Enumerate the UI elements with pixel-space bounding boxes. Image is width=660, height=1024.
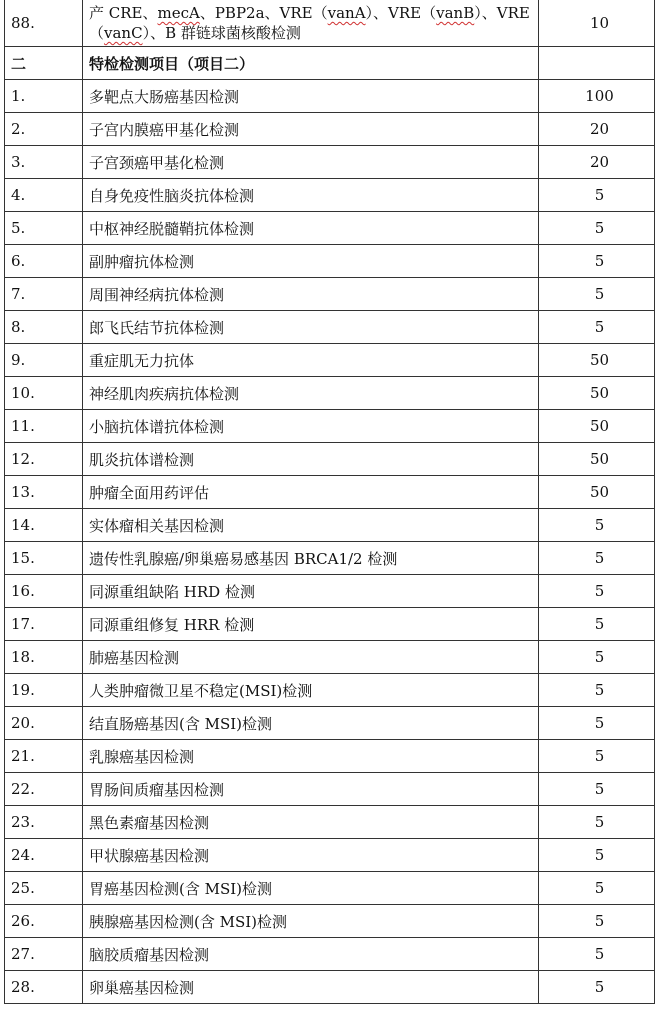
item-name: 胃癌基因检测(含 MSI)检测: [83, 872, 539, 905]
section-header-row: [5, 47, 655, 80]
table-body: [5, 0, 655, 1004]
row-number: 19.: [5, 674, 83, 707]
table-row: [5, 971, 655, 1004]
row-number: 4.: [5, 179, 83, 212]
item-quantity: 5: [539, 971, 655, 1004]
row-number: 14.: [5, 509, 83, 542]
item-name: 黑色素瘤基因检测: [83, 806, 539, 839]
item-name: 卵巢癌基因检测: [83, 971, 539, 1004]
section-value: [539, 47, 655, 80]
table-row: [5, 608, 655, 641]
table-row: [5, 0, 655, 47]
row-number: 5.: [5, 212, 83, 245]
item-quantity: 5: [539, 608, 655, 641]
item-name: 胰腺癌基因检测(含 MSI)检测: [83, 905, 539, 938]
item-quantity: 5: [539, 938, 655, 971]
item-name: 产 CRE、mecA、PBP2a、VRE（vanA）、VRE（vanB）、VRE（vanC）、B 群链球菌核酸检测: [83, 0, 539, 47]
item-name: 乳腺癌基因检测: [83, 740, 539, 773]
item-quantity: 5: [539, 311, 655, 344]
item-name: 同源重组缺陷 HRD 检测: [83, 575, 539, 608]
item-quantity: 5: [539, 806, 655, 839]
item-quantity: 5: [539, 707, 655, 740]
item-name: 肺癌基因检测: [83, 641, 539, 674]
item-quantity: 5: [539, 245, 655, 278]
item-quantity: 10: [539, 0, 655, 47]
item-name: 中枢神经脱髓鞘抗体检测: [83, 212, 539, 245]
item-name: 肌炎抗体谱检测: [83, 443, 539, 476]
item-quantity: 5: [539, 212, 655, 245]
item-name: 子宫颈癌甲基化检测: [83, 146, 539, 179]
item-name: 多靶点大肠癌基因检测: [83, 80, 539, 113]
item-name: 同源重组修复 HRR 检测: [83, 608, 539, 641]
row-number: 23.: [5, 806, 83, 839]
row-number: 18.: [5, 641, 83, 674]
item-quantity: 5: [539, 575, 655, 608]
item-quantity: 5: [539, 278, 655, 311]
row-number: 88.: [5, 0, 83, 47]
item-name: 自身免疫性脑炎抗体检测: [83, 179, 539, 212]
table-row: [5, 311, 655, 344]
item-quantity: 5: [539, 179, 655, 212]
row-number: 26.: [5, 905, 83, 938]
table-row: [5, 806, 655, 839]
table-row: [5, 278, 655, 311]
item-quantity: 50: [539, 377, 655, 410]
table-row: [5, 245, 655, 278]
item-name: 甲状腺癌基因检测: [83, 839, 539, 872]
item-name: 重症肌无力抗体: [83, 344, 539, 377]
item-quantity: 5: [539, 773, 655, 806]
item-quantity: 5: [539, 509, 655, 542]
item-name: 神经肌肉疾病抗体检测: [83, 377, 539, 410]
table-row: [5, 773, 655, 806]
table-row: [5, 113, 655, 146]
item-quantity: 5: [539, 872, 655, 905]
row-number: 7.: [5, 278, 83, 311]
table-row: [5, 575, 655, 608]
table-row: [5, 839, 655, 872]
item-quantity: 100: [539, 80, 655, 113]
item-name: 胃肠间质瘤基因检测: [83, 773, 539, 806]
item-quantity: 5: [539, 905, 655, 938]
test-items-table: [4, 0, 655, 1004]
table-row: [5, 344, 655, 377]
item-quantity: 5: [539, 641, 655, 674]
row-number: 25.: [5, 872, 83, 905]
row-number: 20.: [5, 707, 83, 740]
item-quantity: 5: [539, 839, 655, 872]
table-row: [5, 872, 655, 905]
row-number: 9.: [5, 344, 83, 377]
table-row: [5, 443, 655, 476]
table-row: [5, 674, 655, 707]
table-row: [5, 740, 655, 773]
item-name: 肿瘤全面用药评估: [83, 476, 539, 509]
item-name: 人类肿瘤微卫星不稳定(MSI)检测: [83, 674, 539, 707]
row-number: 21.: [5, 740, 83, 773]
table-row: [5, 179, 655, 212]
row-number: 6.: [5, 245, 83, 278]
row-number: 3.: [5, 146, 83, 179]
item-quantity: 50: [539, 410, 655, 443]
row-number: 17.: [5, 608, 83, 641]
row-number: 27.: [5, 938, 83, 971]
row-number: 28.: [5, 971, 83, 1004]
table-row: [5, 146, 655, 179]
row-number: 15.: [5, 542, 83, 575]
table-row: [5, 905, 655, 938]
item-name: 周围神经病抗体检测: [83, 278, 539, 311]
item-name: 结直肠癌基因(含 MSI)检测: [83, 707, 539, 740]
row-number: 11.: [5, 410, 83, 443]
row-number: 16.: [5, 575, 83, 608]
table-row: [5, 509, 655, 542]
row-number: 1.: [5, 80, 83, 113]
item-quantity: 5: [539, 674, 655, 707]
row-number: 13.: [5, 476, 83, 509]
item-quantity: 5: [539, 740, 655, 773]
item-name: 实体瘤相关基因检测: [83, 509, 539, 542]
table-row: [5, 377, 655, 410]
item-quantity: 50: [539, 476, 655, 509]
row-number: 12.: [5, 443, 83, 476]
table-row: [5, 80, 655, 113]
table-row: [5, 410, 655, 443]
item-name: 副肿瘤抗体检测: [83, 245, 539, 278]
table-row: [5, 938, 655, 971]
table-row: [5, 542, 655, 575]
row-number: 10.: [5, 377, 83, 410]
table-row: [5, 476, 655, 509]
row-number: 22.: [5, 773, 83, 806]
item-name: 郎飞氏结节抗体检测: [83, 311, 539, 344]
table-row: [5, 212, 655, 245]
section-title: 特检检测项目（项目二）: [83, 47, 539, 80]
row-number: 24.: [5, 839, 83, 872]
item-name: 遗传性乳腺癌/卵巢癌易感基因 BRCA1/2 检测: [83, 542, 539, 575]
row-number: 2.: [5, 113, 83, 146]
table-row: [5, 641, 655, 674]
item-name: 脑胶质瘤基因检测: [83, 938, 539, 971]
row-number: 8.: [5, 311, 83, 344]
item-quantity: 50: [539, 443, 655, 476]
table-row: [5, 707, 655, 740]
item-quantity: 20: [539, 113, 655, 146]
section-number: 二: [5, 47, 83, 80]
item-quantity: 50: [539, 344, 655, 377]
item-name: 小脑抗体谱抗体检测: [83, 410, 539, 443]
item-quantity: 20: [539, 146, 655, 179]
item-quantity: 5: [539, 542, 655, 575]
item-name: 子宫内膜癌甲基化检测: [83, 113, 539, 146]
